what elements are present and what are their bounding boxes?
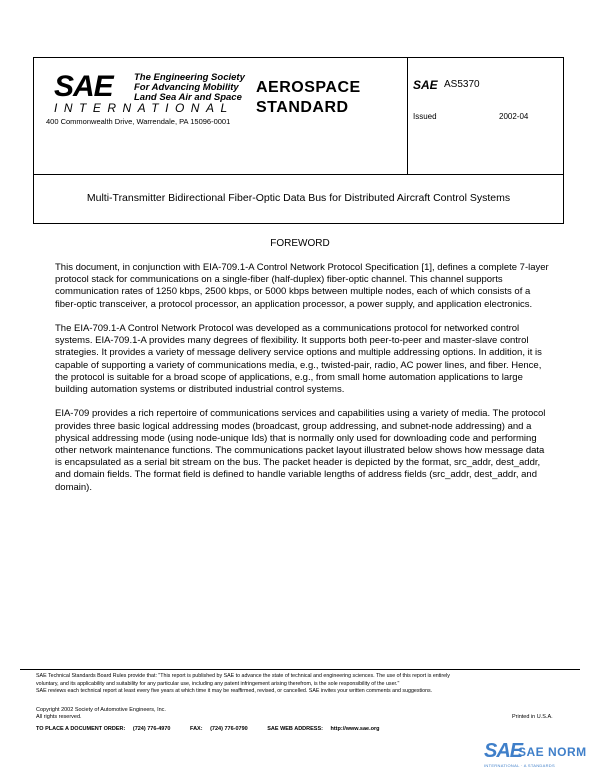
header-divider xyxy=(407,58,408,175)
copyright: Copyright 2002 Society of Automotive Engineers, Inc. All rights reserved. xyxy=(36,707,166,720)
sae-norm-text: SAE NORM xyxy=(518,745,587,759)
foreword-heading: FOREWORD xyxy=(270,238,330,249)
sae-norm-logo-icon: SAE xyxy=(484,740,523,762)
issued-date: 2002-04 xyxy=(499,112,529,121)
sae-address: 400 Commonwealth Drive, Warrendale, PA 15096-0001 xyxy=(46,117,231,126)
sae-logo-tagline: The Engineering Society For Advancing Mobility Land Sea Air and Space xyxy=(134,72,245,103)
footer-rule xyxy=(20,669,580,670)
order-label: TO PLACE A DOCUMENT ORDER: xyxy=(36,726,126,732)
footer-notice: SAE Technical Standards Board Rules provide that: "This report is published by SAE to advance the state of technical and engineering sciences. The use of this report is entirely voluntary, and its applicability and suitability for any particular use, including any patent infringement arising therefrom, is the sole responsibility of the user." SAE reviews each technical report at least every five years at which time it may be reaffirmed, revised, or cancelled. SAE invites your written comments and suggestions. xyxy=(36,673,450,694)
doc-number-mark: SAE xyxy=(413,78,438,92)
doc-number: AS5370 xyxy=(444,79,480,90)
document-title: Multi-Transmitter Bidirectional Fiber-Optic Data Bus for Distributed Aircraft Control Systems xyxy=(86,192,511,204)
printed-in: Printed in U.S.A. xyxy=(512,714,553,720)
header-box xyxy=(33,57,564,175)
issued-label: Issued xyxy=(413,112,437,121)
foreword-paragraph: EIA-709 provides a rich repertoire of communications services and capabilities using a variety of media. The protocol provides three basic logical addressing modes (broadcast, group addressing, and subnet-node addressing) and a physical addressing mode (using node-unique Ids) that is normally only used for downloading code and performing other network maintenance functions. The communications packet layout illustrated below shows how message data is encapsulated as a serial bit stream on the bus. The packet header is depicted by the format, src_addr, dest_addr, and domain fields. The format field is defined to handle variable lengths of address fields (src_addr, dest_addr, and domain). xyxy=(55,408,546,493)
web-label: SAE WEB ADDRESS: xyxy=(267,726,323,732)
sae-norm-subtext: INTERNATIONAL · A STANDARDS xyxy=(484,763,555,768)
sae-logo-international: INTERNATIONAL xyxy=(54,101,234,115)
web-address-link[interactable]: http://www.sae.org xyxy=(330,726,380,732)
sae-logo xyxy=(50,70,260,114)
order-line xyxy=(36,726,385,732)
sae-norm-watermark xyxy=(484,741,594,771)
title-box xyxy=(33,174,564,224)
foreword-paragraph: The EIA-709.1-A Control Network Protocol was developed as a communications protocol for networked control systems. EIA-709.1-A provides many degrees of flexibility. It supports both peer-to-peer and master-slave control strategies. It provides a variety of message delivery service options and multiple addressing options. In addition, it is capable of supporting a variety of communications media, e.g., twisted-pair, radio, AC power lines, and fiber. Hence, the protocol is suitable for a broad scope of applications, e.g., from small home automation applications to large building automation systems or distributed industrial control systems. xyxy=(55,323,542,396)
foreword-paragraph: This document, in conjunction with EIA-709.1-A Control Network Protocol Specification [1], defines a complete 7-layer protocol stack for communications on a single-fiber (half-duplex) fiber-optic channel. This channel supports communication rates of 1250 kbps, 2500 kbps, or 5000 kbps between multiple nodes, each of which consists of a fiber-optic transceiver, a protocol processor, an application processor, a power supply, and application electronics. xyxy=(55,262,549,310)
fax-label: FAX: xyxy=(190,726,203,732)
fax-number: (724) 776-0790 xyxy=(210,726,248,732)
foreword-body xyxy=(55,262,550,506)
sae-logo-mark: SAE xyxy=(54,70,113,103)
order-phone[interactable]: (724) 776-4970 xyxy=(132,726,171,732)
standard-type: AEROSPACE STANDARD xyxy=(256,79,361,116)
